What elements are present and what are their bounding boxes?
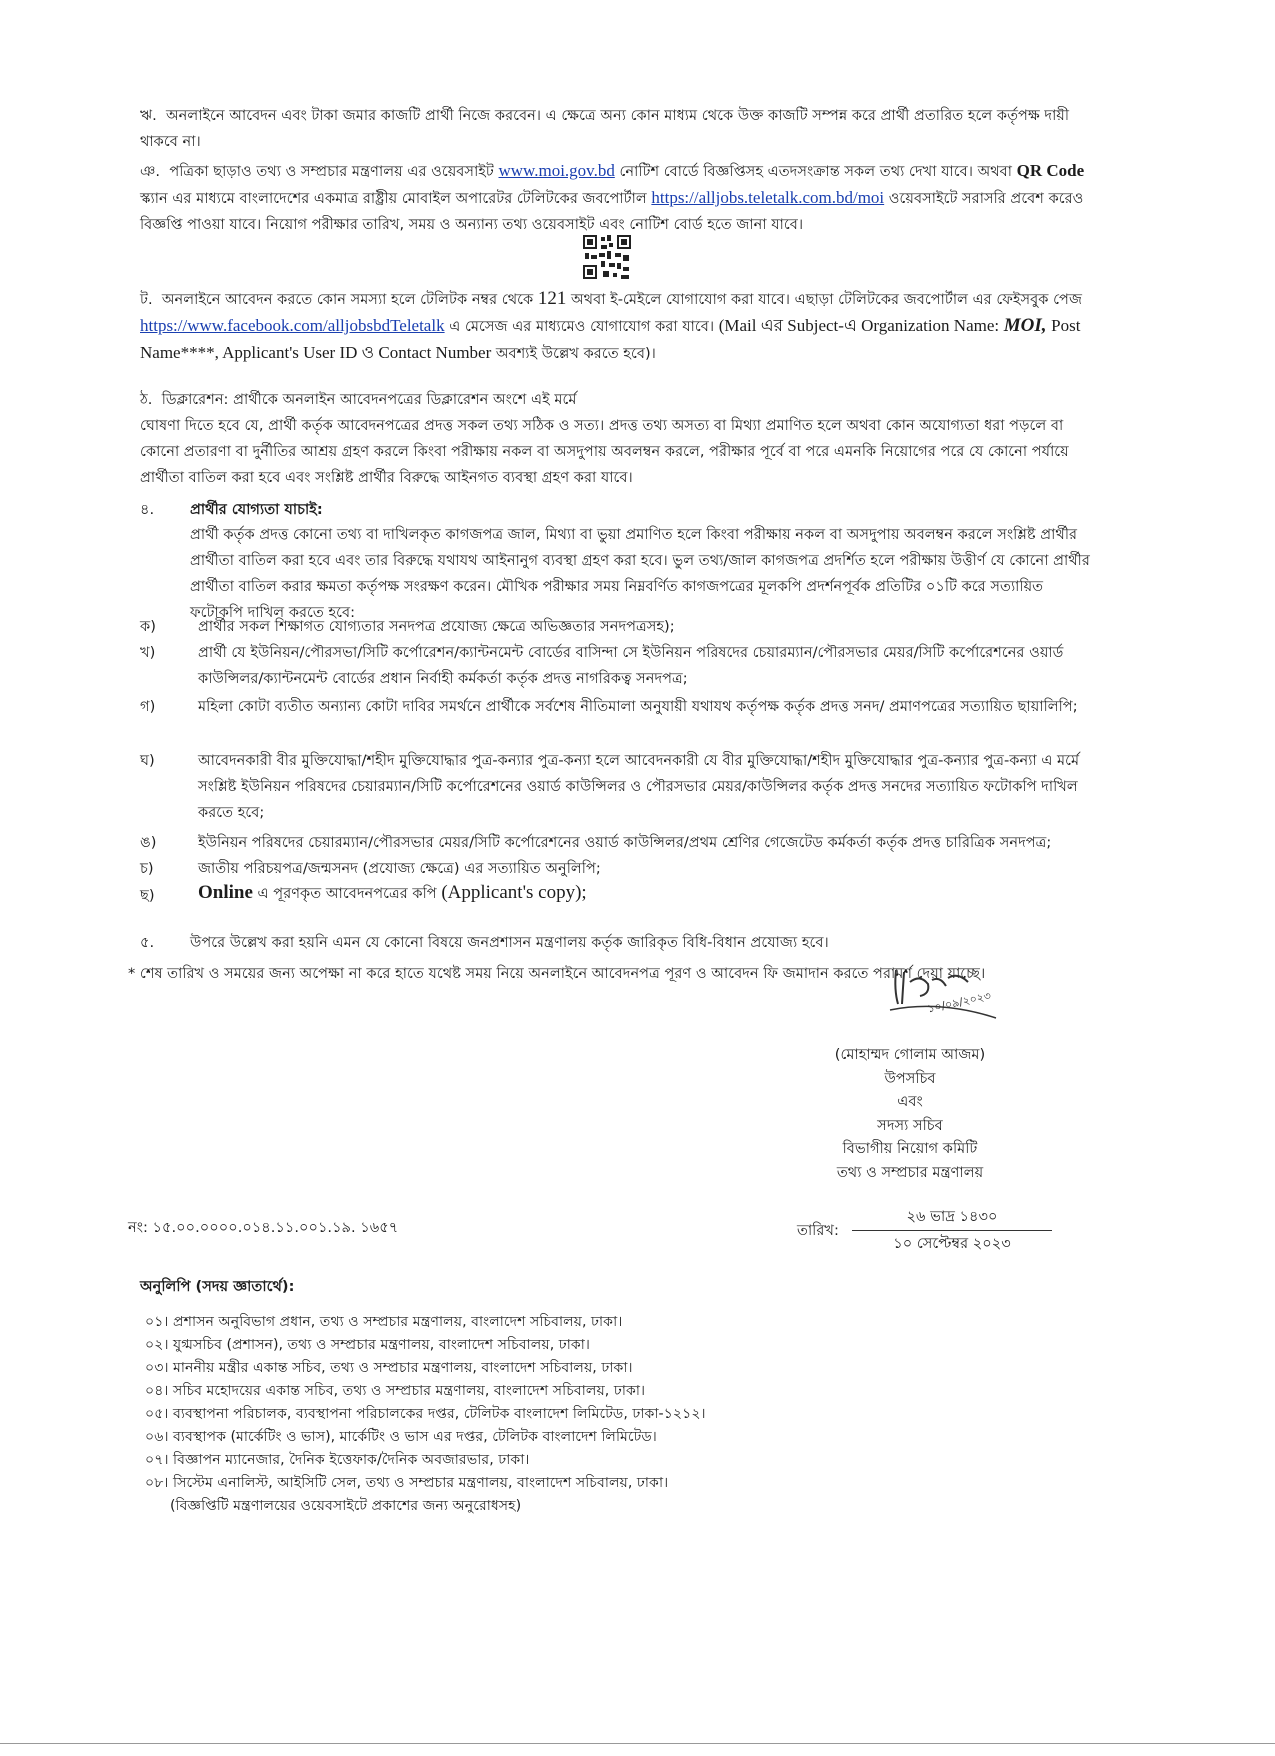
signatory-title4: তথ্য ও সম্প্রচার মন্ত্রণালয় xyxy=(836,1163,984,1181)
item-cha-en-b: (Applicant's copy); xyxy=(441,882,587,903)
para-ta-en-b: Post Name****, Applicant's User ID ও Contact Number xyxy=(140,316,1081,362)
section4-heading: প্রার্থীর যোগ্যতা যাচাই: xyxy=(190,501,323,518)
item-cha-en-a: Online xyxy=(198,882,253,903)
item-text: জাতীয় পরিচয়পত্র/জন্মসনদ (প্রযোজ্য ক্ষেত্রে) এর সত্যায়িত অনুলিপি; xyxy=(198,860,601,877)
para-ta-text-a: অনলাইনে আবেদন করতে কোন সমস্যা হলে টেলিটক নম্বর থেকে xyxy=(161,291,534,308)
date-bangla: ২৬ ভাদ্র ১৪৩০ xyxy=(906,1208,998,1225)
section5-number: ৫. xyxy=(140,934,155,951)
cc-item: ০৩। মাননীয় মন্ত্রীর একান্ত সচিব, তথ্য ও সম্প্রচার মন্ত্রণালয়, বাংলাদেশ সচিবালয়, ঢাকা। xyxy=(145,1360,633,1376)
para-nya xyxy=(140,158,1100,238)
cc-item: ০৫। ব্যবস্থাপনা পরিচালক, ব্যবস্থাপনা পরিচালকের দপ্তর, টেলিটক বাংলাদেশ লিমিটেড, ঢাকা-১২১২। xyxy=(145,1406,706,1422)
item-text: আবেদনকারী বীর মুক্তিযোদ্ধা/শহীদ মুক্তিযোদ্ধার পুত্র-কন্যার পুত্র-কন্যা হলে আবেদনকারী যে বীর মুক্তিযোদ্ধা/শহীদ মুক্তিযোদ্ধার পুত্র-কন্যার পুত্র-কন্যা এ মর্মে সংশ্লিষ্ট ইউনিয়ন পরিষদের চেয়ারম্যান/সিটি কর্পোরেশনের ওয়ার্ড কাউন্সিলর ও পৌরসভার মেয়র/কাউন্সিলর কর্তৃক প্রদত্ত সনদের সত্যায়িত ফটোকপি দাখিল করতে হবে; xyxy=(198,752,1080,821)
signature-date: ১০/০৯/২০২৩ xyxy=(926,989,993,1016)
item-label: ছ) xyxy=(140,887,155,904)
item-label: ক) xyxy=(140,618,156,635)
date-divider xyxy=(852,1230,1052,1231)
section4-body: প্রার্থী কর্তৃক প্রদত্ত কোনো তথ্য বা দাখিলকৃত কাগজপত্র জাল, মিথ্যা বা ভুয়া প্রমাণিত হলে কিংবা পরীক্ষায় নকল বা অসদুপায় অবলম্বন করলে সংশ্লিষ্ট প্রার্থীর প্রার্থীতা বাতিল করা হবে এবং তার বিরুদ্ধে যথাযথ আইনানুগ ব্যবস্থা গ্রহণ করা হবে। ভুল তথ্য/জাল কাগজপত্র প্রদর্শিত হলে পরীক্ষায় উত্তীর্ণ যে কোনো প্রার্থীর প্রার্থীতা বাতিল করার ক্ষমতা কর্তৃপক্ষ সংরক্ষণ করেন। মৌখিক পরীক্ষার সময় নিম্নবর্ণিত কাগজপত্রের মূলকপি প্রদর্শনপূর্বক প্রতিটির ০১টি করে সত্যায়িত ফটোকপি দাখিল করতে হবে: xyxy=(190,526,1090,621)
para-jha-label: ঋ. xyxy=(140,107,157,124)
para-nya-text-c: স্ক্যান এর মাধ্যমে বাংলাদেশের একমাত্র রাষ্ট্রীয় মোবাইল অপারেটর টেলিটকের জবপোর্টাল xyxy=(140,190,647,207)
moi-website-link[interactable]: www.moi.gov.bd xyxy=(498,161,615,180)
para-tha-rest: ঘোষণা দিতে হবে যে, প্রার্থী কর্তৃক আবেদনপত্রের প্রদত্ত সকল তথ্য সঠিক ও সত্য। প্রদত্ত তথ্য অসত্য বা মিথ্যা প্রমাণিত হলে অথবা কোন অযোগ্যতা ধরা পড়লে বা কোনো প্রতারণা বা দুর্নীতির আশ্রয় গ্রহণ করলে কিংবা পরীক্ষায় নকল বা অসদুপায় অবলম্বন করলে, পরীক্ষার পূর্বে বা পরে এমনকি নিয়োগের পরে যে কোনো পর্যায়ে প্রার্থীতা বাতিল করা হবে এবং সংশ্লিষ্ট প্রার্থীর বিরুদ্ধে আইনগত ব্যবস্থা গ্রহণ করা যাবে। xyxy=(140,417,1069,486)
date-label: তারিখ: xyxy=(797,1222,839,1239)
cc-item: ০৪। সচিব মহোদয়ের একান্ত সচিব, তথ্য ও সম্প্রচার মন্ত্রণালয়, বাংলাদেশ সচিবালয়, ঢাকা। xyxy=(145,1383,646,1399)
para-ta-text-b: অথবা ই-মেইলে যোগাযোগ করা যাবে। এছাড়া টেলিটকের জবপোর্টাল এর ফেইসবুক পেজ xyxy=(571,291,1083,308)
para-ta-en-a: (Mail এর Subject-এ Organization Name: xyxy=(718,316,1000,335)
para-tha-line1: ডিক্লারেশন: প্রার্থীকে অনলাইন আবেদনপত্রের ডিক্লারেশন অংশে এই মর্মে xyxy=(161,391,577,408)
qr-code-label: QR Code xyxy=(1016,161,1085,180)
para-nya-text-b: নোটিশ বোর্ডে বিজ্ঞপ্তিসহ এতদসংক্রান্ত সকল তথ্য দেখা যাবে। অথবা xyxy=(619,163,1013,180)
cc-item: ০১। প্রশাসন অনুবিভাগ প্রধান, তথ্য ও সম্প্রচার মন্ত্রণালয়, বাংলাদেশ সচিবালয়, ঢাকা। xyxy=(145,1314,623,1330)
item-label: চ) xyxy=(140,860,154,877)
cc-item: ০৬। ব্যবস্থাপক (মার্কেটিং ও ভাস), মার্কেটিং ও ভাস এর দপ্তর, টেলিটক বাংলাদেশ লিমিটেড। xyxy=(145,1429,657,1445)
para-ta-text-d: অবশ্যই উল্লেখ করতে হবে)। xyxy=(495,345,656,362)
item-text: ইউনিয়ন পরিষদের চেয়ারম্যান/পৌরসভার মেয়র/সিটি কর্পোরেশনের ওয়ার্ড কাউন্সিলর/প্রথম শ্রেণির গেজেটেড কর্মকর্তা কর্তৃক প্রদত্ত চারিত্রিক সনদপত্র; xyxy=(198,834,1052,851)
signatory-and: এবং xyxy=(897,1093,923,1110)
signatory-title3: বিভাগীয় নিয়োগ কমিটি xyxy=(842,1140,978,1157)
item-cha-bn: এ পূরণকৃত আবেদনপত্রের কপি xyxy=(257,885,437,902)
item-text: প্রার্থীর সকল শিক্ষাগত যোগ্যতার সনদপত্র প্রযোজ্য ক্ষেত্রে অভিজ্ঞতার সনদপত্রসহ); xyxy=(198,618,675,635)
memo-number: নং: ১৫.০০.০০০০.০১৪.১১.০০১.১৯. ১৬৫৭ xyxy=(128,1219,399,1236)
deadline-note: * শেষ তারিখ ও সময়ের জন্য অপেক্ষা না করে হাতে যথেষ্ট সময় নিয়ে অনলাইনে আবেদনপত্র পূরণ ও আবেদন ফি জমাদান করতে পরামর্শ দেয়া যাচ্ছে। xyxy=(128,965,986,982)
item-label: ঘ) xyxy=(140,752,155,769)
org-name: MOI, xyxy=(1003,315,1047,336)
signatory-name: (মোহাম্মদ গোলাম আজম) xyxy=(834,1046,986,1063)
para-jha xyxy=(140,103,1100,155)
cc-heading: অনুলিপি (সদয় জ্ঞাতার্থে): xyxy=(140,1278,295,1295)
teletalk-jobs-link[interactable]: https://alljobs.teletalk.com.bd/moi xyxy=(651,188,885,207)
para-ta xyxy=(140,286,1100,367)
helpline-number: 121 xyxy=(537,288,567,309)
signature-image xyxy=(880,960,1000,1032)
para-jha-text: অনলাইনে আবেদন এবং টাকা জমার কাজটি প্রার্থী নিজে করবেন। এ ক্ষেত্রে অন্য কোন মাধ্যম থেকে উক্ত কাজটি সম্পন্ন করে প্রার্থী প্রতারিত হলে কর্তৃপক্ষ দায়ী থাকবে না। xyxy=(140,107,1070,150)
section4-number: ৪. xyxy=(140,501,155,518)
para-tha-label: ঠ. xyxy=(140,391,153,408)
facebook-page-link[interactable]: https://www.facebook.com/alljobsbdTeletalk xyxy=(140,316,445,335)
para-ta-label: ট. xyxy=(140,291,153,308)
para-nya-label: ঞ. xyxy=(140,163,161,180)
para-nya-text-a: পত্রিকা ছাড়াও তথ্য ও সম্প্রচার মন্ত্রণালয় এর ওয়েবসাইট xyxy=(169,163,494,180)
scan-edge-line xyxy=(0,1743,1275,1744)
para-ta-text-c: এ মেসেজ এর মাধ্যমেও যোগাযোগ করা যাবে। xyxy=(449,318,715,335)
item-label: খ) xyxy=(140,644,156,661)
item-text: মহিলা কোটা ব্যতীত অন্যান্য কোটা দাবির সমর্থনে প্রার্থীকে সর্বশেষ নীতিমালা অনুযায়ী যথাযথ কর্তৃপক্ষ কর্তৃক প্রদত্ত সনদ/ প্রমাণপত্রের সত্যায়িত ছায়ালিপি; xyxy=(198,698,1078,715)
signatory-title2: সদস্য সচিব xyxy=(877,1116,943,1134)
item-label: ঙ) xyxy=(140,834,157,851)
item-cha-text xyxy=(198,880,1098,907)
signatory-block xyxy=(790,1043,1030,1184)
cc-item: ০৮। সিস্টেম এনালিস্ট, আইসিটি সেল, তথ্য ও সম্প্রচার মন্ত্রণালয়, বাংলাদেশ সচিবালয়, ঢাকা। xyxy=(145,1475,669,1491)
qr-code-image xyxy=(581,233,633,281)
section5-text: উপরে উল্লেখ করা হয়নি এমন যে কোনো বিষয়ে জনপ্রশাসন মন্ত্রণালয় কর্তৃক জারিকৃত বিধি-বিধান প্রযোজ্য হবে। xyxy=(190,934,829,951)
cc-footnote: (বিজ্ঞপ্তিটি মন্ত্রণালয়ের ওয়েবসাইটে প্রকাশের জন্য অনুরোধসহ) xyxy=(170,1498,522,1514)
cc-item: ০২। যুগ্মসচিব (প্রশাসন), তথ্য ও সম্প্রচার মন্ত্রণালয়, বাংলাদেশ সচিবালয়, ঢাকা। xyxy=(145,1337,590,1353)
date-english: ১০ সেপ্টেম্বর ২০২৩ xyxy=(893,1235,1011,1252)
signatory-title1: উপসচিব xyxy=(884,1069,936,1087)
item-label: গ) xyxy=(140,698,156,715)
para-tha xyxy=(140,387,1100,491)
para-nya-text-d: ওয়েবসাইটে সরাসরি প্রবেশ করেও বিজ্ঞপ্তি পাওয়া যাবে। নিয়োগ পরীক্ষার তারিখ, সময় ও অন্যান্য তথ্য ওয়েবসাইট এবং নোটিশ বোর্ড হতে জানা যাবে। xyxy=(140,190,1084,233)
item-text: প্রার্থী যে ইউনিয়ন/পৌরসভা/সিটি কর্পোরেশন/ক্যান্টনমেন্ট বোর্ডের বাসিন্দা সে ইউনিয়ন পরিষদের চেয়ারম্যান/পৌরসভার মেয়র/সিটি কর্পোরেশনের ওয়ার্ড কাউন্সিলর/ক্যান্টনমেন্ট বোর্ডের প্রধান নির্বাহী কর্মকর্তা কর্তৃক প্রদত্ত নাগরিকত্ব সনদপত্র; xyxy=(198,644,1064,687)
cc-item: ০৭। বিজ্ঞাপন ম্যানেজার, দৈনিক ইত্তেফাক/দৈনিক অবজারভার, ঢাকা। xyxy=(145,1452,530,1468)
